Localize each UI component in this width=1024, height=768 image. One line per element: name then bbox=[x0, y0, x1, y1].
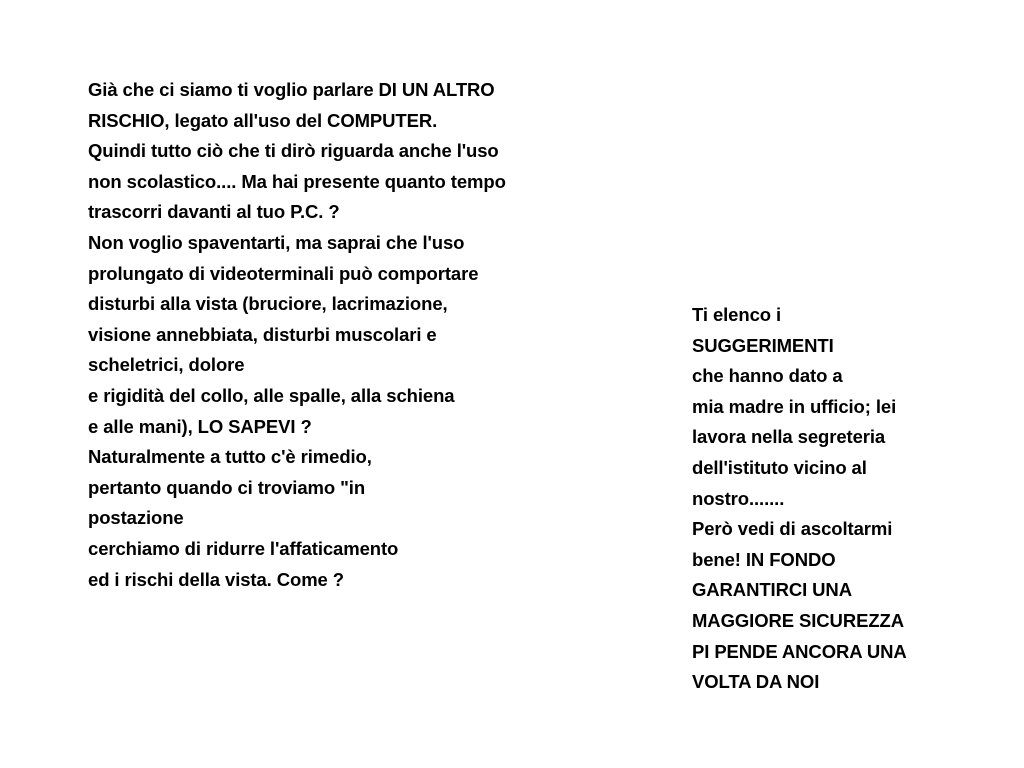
text-line: prolungato di videoterminali può comportare bbox=[88, 262, 479, 284]
text-line: pertanto quando ci troviamo "in bbox=[88, 476, 366, 498]
text-line: visione annebbiata, disturbi muscolari e bbox=[88, 323, 437, 345]
main-text-block bbox=[88, 75, 608, 595]
text-line: dell'istituto vicino al bbox=[692, 456, 867, 478]
text-line: Ti elenco i bbox=[692, 304, 782, 325]
text-line: VOLTA DA NOI bbox=[692, 671, 820, 693]
text-line: e rigidità del collo, alle spalle, alla schiena bbox=[88, 384, 455, 406]
text-line: e alle mani), LO SAPEVI ? bbox=[88, 415, 312, 437]
text-line: postazione bbox=[88, 507, 184, 529]
text-line: GARANTIRCI UNA bbox=[692, 579, 852, 601]
text-line: SUGGERIMENTI bbox=[692, 334, 834, 356]
text-line: che hanno dato a bbox=[692, 365, 843, 387]
suggestions-text-block bbox=[692, 300, 1012, 698]
text-line: Però vedi di ascoltarmi bbox=[692, 518, 893, 540]
text-line: trascorri davanti al tuo P.C. ? bbox=[88, 201, 340, 223]
text-line: disturbi alla vista (bruciore, lacrimazione, bbox=[88, 293, 448, 315]
text-line: Non voglio spaventarti, ma saprai che l'uso bbox=[88, 231, 465, 253]
text-line: Naturalmente a tutto c'è rimedio, bbox=[88, 446, 372, 468]
text-line: bene! IN FONDO bbox=[692, 548, 836, 570]
text-line: lavora nella segreteria bbox=[692, 426, 886, 448]
text-line: RISCHIO, legato all'uso del COMPUTER. bbox=[88, 109, 438, 131]
text-line: cerchiamo di ridurre l'affaticamento bbox=[88, 537, 399, 559]
text-line: non scolastico.... Ma hai presente quanto tempo bbox=[88, 170, 506, 192]
text-line: Quindi tutto ciò che ti dirò riguarda anche l'uso bbox=[88, 140, 499, 162]
text-line: Già che ci siamo ti voglio parlare DI UN ALTRO bbox=[88, 79, 495, 100]
text-line: mia madre in ufficio; lei bbox=[692, 395, 897, 417]
text-line: scheletrici, dolore bbox=[88, 354, 245, 376]
text-line: MAGGIORE SICUREZZA bbox=[692, 609, 904, 631]
text-line: PI PENDE ANCORA UNA bbox=[692, 640, 907, 662]
text-line: ed i rischi della vista. Come ? bbox=[88, 568, 344, 590]
text-line: nostro....... bbox=[692, 487, 785, 509]
